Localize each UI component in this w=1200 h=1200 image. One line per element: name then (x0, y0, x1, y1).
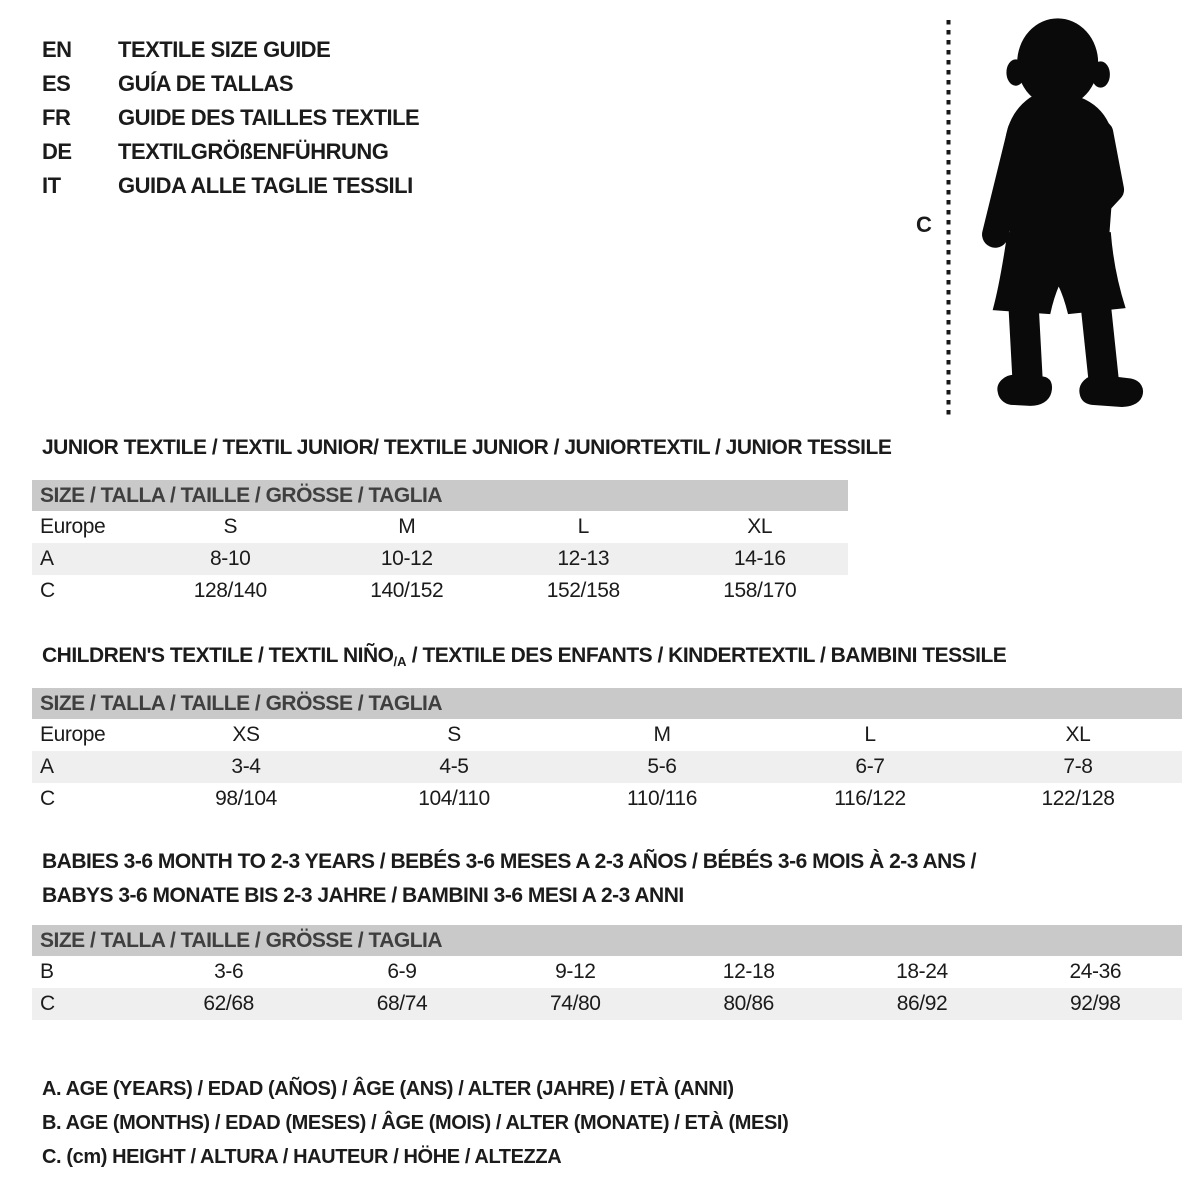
table-cell: 10-12 (380, 547, 433, 570)
table-cell: 18-24 (896, 960, 948, 983)
table-row (32, 575, 848, 607)
table-cell: XL (1065, 723, 1091, 746)
row-label-cell: C (40, 787, 55, 810)
language-row (42, 135, 419, 169)
language-list (42, 33, 419, 203)
language-code: EN (42, 37, 72, 62)
table-cell: 68/74 (376, 992, 428, 1015)
language-label: GUÍA DE TALLAS (118, 71, 294, 96)
table-row (32, 783, 1182, 815)
table-cell: M (398, 515, 416, 538)
table-cell: 5-6 (647, 755, 677, 778)
table-cell: S (447, 723, 461, 746)
table-cell: 62/68 (203, 992, 254, 1015)
table-cell: 92/98 (1070, 992, 1121, 1015)
legend-line-c: C. (cm) HEIGHT / ALTURA / HAUTEUR / HÖHE / ALTEZZA (42, 1146, 562, 1168)
language-code: IT (42, 173, 61, 198)
children-title-subscript: /A (393, 654, 407, 669)
table-cell: S (223, 515, 238, 538)
toddler-silhouette (962, 14, 1167, 419)
table-cell: 98/104 (215, 787, 277, 810)
babies-size-table (32, 925, 1182, 1020)
table-cell: 74/80 (550, 992, 601, 1015)
table-cell: 116/122 (834, 787, 906, 810)
table-cell: 110/116 (627, 787, 697, 810)
junior-table-rows (32, 511, 848, 607)
babies-section-title (42, 845, 976, 913)
language-label: TEXTILE SIZE GUIDE (118, 37, 331, 62)
language-row (42, 101, 419, 135)
language-label: GUIDE DES TAILLES TEXTILE (118, 105, 420, 130)
table-cell: 128/140 (193, 579, 267, 602)
table-cell: 6-9 (387, 960, 417, 983)
table-cell: 158/170 (723, 579, 797, 602)
language-row (42, 33, 419, 67)
table-cell: L (577, 515, 589, 538)
table-cell: 24-36 (1069, 960, 1122, 983)
language-row (42, 169, 419, 203)
children-size-header-bar: SIZE / TALLA / TAILLE / GRÖSSE / TAGLIA (32, 688, 1182, 719)
table-cell: 3-4 (231, 755, 261, 778)
table-row (32, 511, 848, 543)
language-row (42, 67, 419, 101)
children-size-table (32, 688, 1182, 815)
legend-line-a: A. AGE (YEARS) / EDAD (AÑOS) / ÂGE (ANS) / ALTER (JAHRE) / ETÀ (ANNI) (42, 1078, 734, 1100)
language-label: TEXTILGRÖßENFÜHRUNG (118, 139, 389, 164)
legend-line-b: B. AGE (MONTHS) / EDAD (MESES) / ÂGE (MOIS) / ALTER (MONATE) / ETÀ (MESI) (42, 1112, 789, 1134)
height-label: C (916, 212, 932, 237)
language-code: ES (42, 71, 71, 96)
children-table-rows (32, 719, 1182, 815)
junior-size-header-bar: SIZE / TALLA / TAILLE / GRÖSSE / TAGLIA (32, 480, 848, 511)
babies-title-line: BABIES 3-6 MONTH TO 2-3 YEARS / BEBÉS 3-6 MESES A 2-3 AÑOS / BÉBÉS 3-6 MOIS À 2-3 ANS / (42, 850, 977, 873)
language-label: GUIDA ALLE TAGLIE TESSILI (118, 173, 413, 198)
row-label-cell: Europe (40, 723, 106, 746)
language-code: DE (42, 139, 72, 164)
babies-table-rows (32, 956, 1182, 1020)
table-cell: 9-12 (555, 960, 596, 983)
table-row (32, 751, 1182, 783)
row-label-cell: Europe (40, 515, 106, 538)
table-row (32, 719, 1182, 751)
table-cell: 7-8 (1063, 755, 1093, 778)
table-row (32, 543, 848, 575)
row-label-cell: B (40, 960, 54, 983)
table-cell: 152/158 (546, 579, 620, 602)
table-cell: 104/110 (418, 787, 490, 810)
table-cell: 12-13 (557, 547, 610, 570)
table-cell: 6-7 (855, 755, 885, 778)
table-cell: 8-10 (210, 547, 251, 570)
babies-size-header-bar: SIZE / TALLA / TAILLE / GRÖSSE / TAGLIA (32, 925, 1182, 956)
table-cell: 86/92 (896, 992, 948, 1015)
row-label-cell: C (40, 992, 55, 1015)
babies-title-line: BABYS 3-6 MONATE BIS 2-3 JAHRE / BAMBINI 3-6 MESI A 2-3 ANNI (42, 884, 684, 907)
row-label-cell: C (40, 579, 55, 602)
table-cell: 4-5 (439, 755, 469, 778)
junior-size-table (32, 480, 848, 607)
table-cell: XS (232, 723, 260, 746)
table-row (32, 956, 1182, 988)
row-label-cell: A (40, 755, 54, 778)
row-label-cell: A (40, 547, 54, 570)
children-title-suffix: / TEXTILE DES ENFANTS / KINDERTEXTIL / BAMBINI TESSILE (406, 644, 1007, 667)
table-cell: 14-16 (733, 547, 786, 570)
language-code: FR (42, 105, 71, 130)
table-cell: M (653, 723, 671, 746)
junior-section-title: JUNIOR TEXTILE / TEXTIL JUNIOR/ TEXTILE JUNIOR / JUNIORTEXTIL / JUNIOR TESSILE (42, 436, 892, 459)
table-cell: 80/86 (723, 992, 774, 1015)
legend (42, 1072, 788, 1174)
children-title-prefix: CHILDREN'S TEXTILE / TEXTIL NIÑO (42, 644, 394, 667)
table-row (32, 988, 1182, 1020)
children-section-title (42, 644, 1006, 674)
table-cell: XL (747, 515, 773, 538)
table-cell: L (864, 723, 876, 746)
table-cell: 140/152 (370, 579, 444, 602)
table-cell: 12-18 (722, 960, 775, 983)
table-cell: 122/128 (1041, 787, 1115, 810)
table-cell: 3-6 (214, 960, 244, 983)
height-dashed-line (946, 20, 951, 421)
